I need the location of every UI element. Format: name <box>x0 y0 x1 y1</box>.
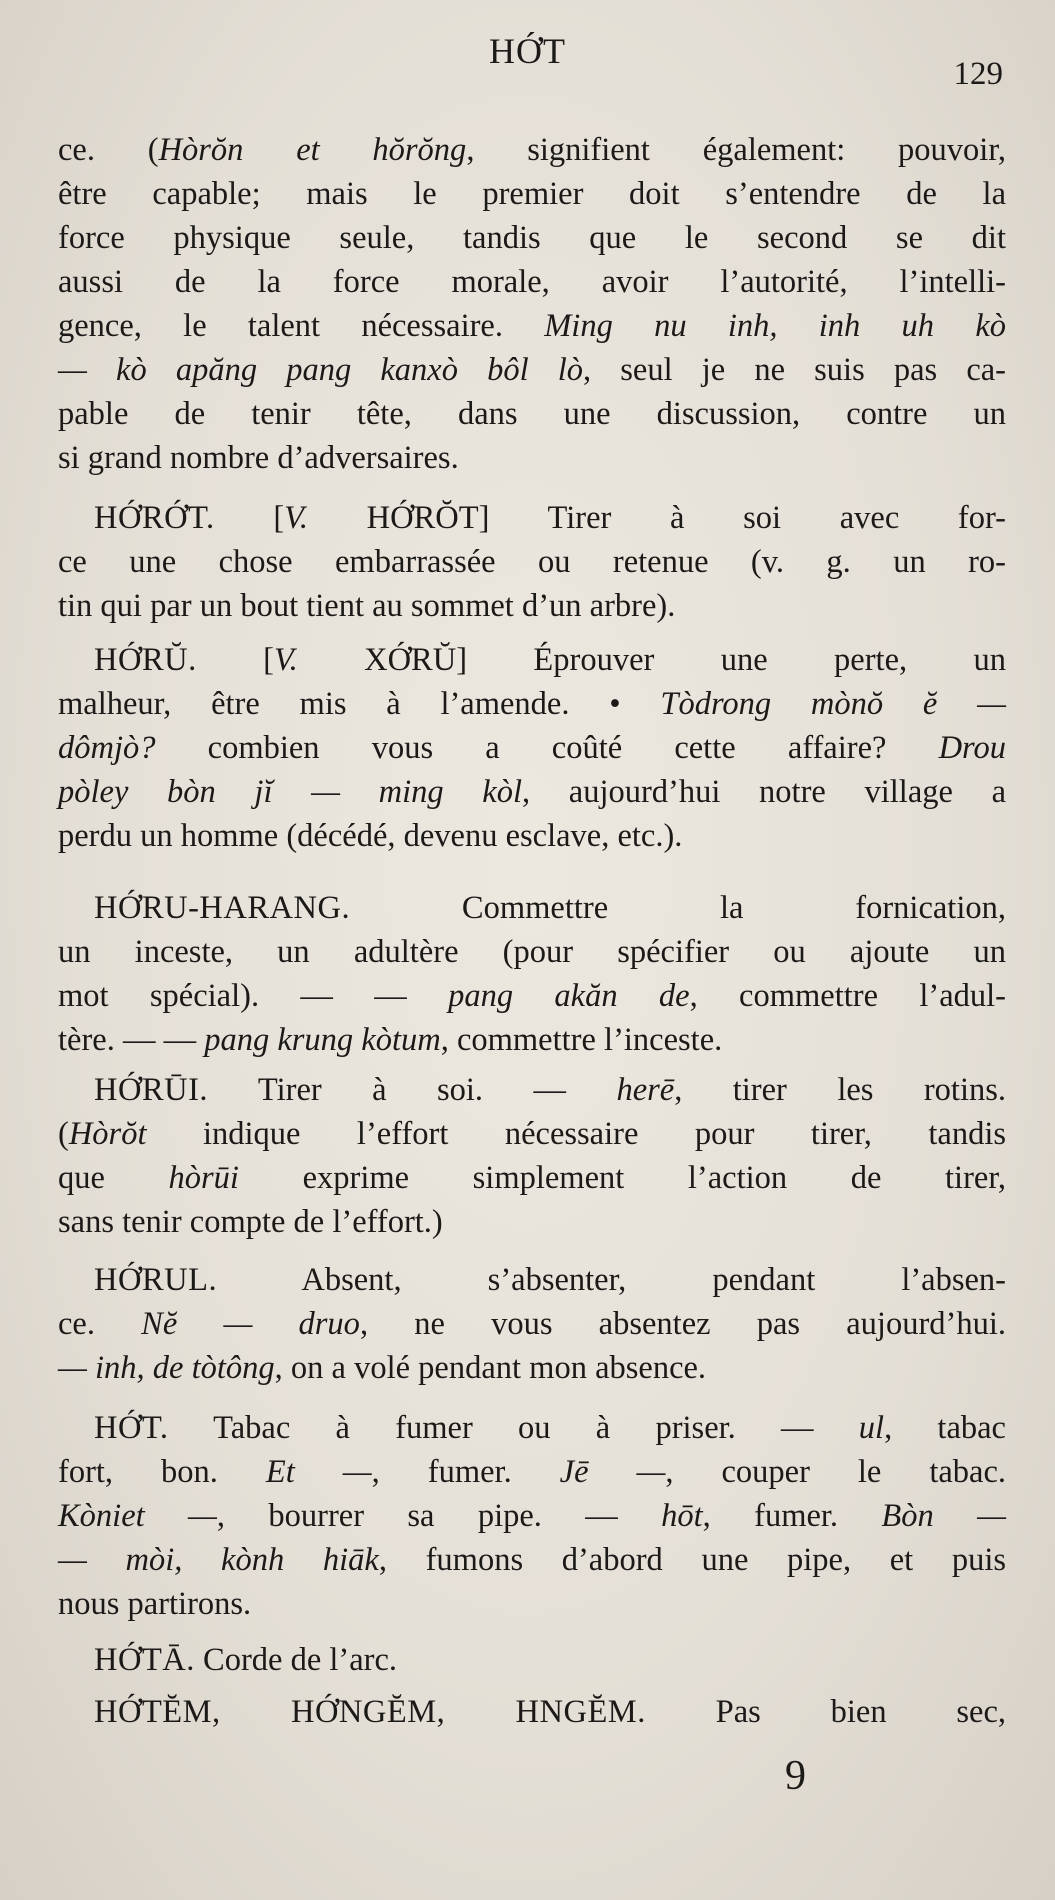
text-line <box>58 974 1006 1018</box>
italic-example: pang akăn de <box>448 978 690 1014</box>
dictionary-entry <box>58 128 1006 480</box>
italic-example: dômjò? <box>58 730 156 766</box>
text-line <box>58 1018 1006 1062</box>
headword: HỚRUL. <box>94 1262 218 1298</box>
text-line <box>58 1156 1006 1200</box>
text-run: nous partirons. <box>58 1586 252 1622</box>
italic-example: Kòniet — <box>58 1498 217 1534</box>
text-line <box>58 172 1006 216</box>
text-run: [ <box>214 500 285 536</box>
text-run: Tirer à soi. — <box>208 1072 617 1108</box>
text-line <box>58 540 1006 584</box>
text-run: , signifient également: pouvoir, <box>466 132 1006 168</box>
italic-example: V. <box>284 500 308 536</box>
text-line <box>58 1406 1006 1450</box>
italic-example: — inh, de tòtông <box>58 1350 275 1386</box>
dictionary-entry <box>58 496 1006 628</box>
text-line <box>58 260 1006 304</box>
headword: HỚRU-HARANG. <box>94 890 351 926</box>
text-run: que <box>58 1160 169 1196</box>
text-line <box>58 1258 1006 1302</box>
italic-example: Tòdrong mònŏ ĕ — <box>660 686 1006 722</box>
text-line <box>58 1582 1006 1626</box>
text-line <box>58 1346 1006 1390</box>
text-run: , tabac <box>884 1410 1006 1446</box>
dictionary-entry <box>58 1406 1006 1626</box>
text-run: force physique seule, tandis que le second se dit <box>58 220 1006 256</box>
text-run: ce. <box>58 1306 142 1342</box>
text-line <box>58 304 1006 348</box>
text-line <box>58 1538 1006 1582</box>
italic-example: Drou <box>938 730 1006 766</box>
italic-example: Hòrŏt <box>68 1116 147 1152</box>
italic-example: Bòn — <box>881 1498 1007 1534</box>
text-run: [ <box>196 642 274 678</box>
text-run: Corde de l’arc. <box>194 1642 398 1678</box>
headword: HỚRŬ. <box>94 642 197 678</box>
text-line <box>58 886 1006 930</box>
italic-example: Ming nu inh, inh uh kò <box>544 308 1006 344</box>
italic-example: Nĕ — druo <box>141 1306 360 1342</box>
text-line <box>58 128 1006 172</box>
text-run: Absent, s’absenter, pendant l’absen- <box>217 1262 1006 1298</box>
text-run: aussi de la force morale, avoir l’autorité, l’intelli- <box>58 264 1006 300</box>
text-run: HỚRŎT] Tirer à soi avec for- <box>307 500 1006 536</box>
headword: HỚT. <box>94 1410 169 1446</box>
text-run: tère. — — <box>58 1022 205 1058</box>
text-line <box>58 682 1006 726</box>
text-run: , commettre l’adul- <box>689 978 1006 1014</box>
text-run: tin qui par un bout tient au sommet d’un arbre). <box>58 588 676 624</box>
italic-example: V. <box>273 642 298 678</box>
text-run: perdu un homme (décédé, devenu esclave, etc.). <box>58 818 683 854</box>
text-run: ce. ( <box>58 132 159 168</box>
text-line <box>58 814 1006 858</box>
text-run: , seul je ne suis pas ca- <box>583 352 1006 388</box>
text-line <box>58 726 1006 770</box>
text-run: , couper le tabac. <box>665 1454 1007 1490</box>
running-head: HỚT <box>489 31 566 71</box>
text-run: indique l’effort nécessaire pour tirer, tandis <box>146 1116 1006 1152</box>
text-run: , bourrer sa pipe. — <box>216 1498 662 1534</box>
dictionary-entry <box>58 1690 1006 1734</box>
text-line <box>58 392 1006 436</box>
italic-example: ul <box>858 1410 885 1446</box>
headword: HỚTĀ. <box>94 1642 195 1678</box>
text-line <box>58 1302 1006 1346</box>
italic-example: — mòi, kònh hiāk <box>58 1542 379 1578</box>
text-run: , ne vous absentez pas aujourd’hui. <box>359 1306 1006 1342</box>
headword: HỚTĔM, HỚNGĔM, HNGĔM. <box>94 1694 646 1730</box>
text-run: exprime simplement l’action de tirer, <box>238 1160 1006 1196</box>
text-run: , fumer. <box>371 1454 560 1490</box>
text-run: fort, bon. <box>58 1454 266 1490</box>
italic-example: Hòrŏn et hŏrŏng <box>158 132 467 168</box>
text-run: Commettre la fornication, <box>350 890 1006 926</box>
text-run: , fumer. <box>702 1498 882 1534</box>
text-run: être capable; mais le premier doit s’entendre de la <box>58 176 1006 212</box>
text-run: sans tenir compte de l’effort.) <box>58 1204 443 1240</box>
italic-example: herē <box>616 1072 675 1108</box>
text-run: malheur, être mis à l’amende. • <box>58 686 661 722</box>
text-line <box>58 1690 1006 1734</box>
text-run: pable de tenir tête, dans une discussion, contre un <box>58 396 1006 432</box>
text-run: combien vous a coûté cette affaire? <box>155 730 939 766</box>
text-run: Pas bien sec, <box>645 1694 1006 1730</box>
text-line <box>58 496 1006 540</box>
text-run: Tabac à fumer ou à priser. — <box>168 1410 859 1446</box>
text-line <box>58 436 1006 480</box>
dictionary-entry <box>58 638 1006 858</box>
headword: HỚRỚT. <box>94 500 215 536</box>
dictionary-entry <box>58 1258 1006 1390</box>
italic-example: hòrūi <box>168 1160 239 1196</box>
italic-example: pang krung kòtum <box>204 1022 441 1058</box>
text-run: ( <box>58 1116 69 1152</box>
italic-example: pòley bòn jĭ — ming kòl <box>58 774 523 810</box>
text-run: gence, le talent nécessaire. <box>58 308 545 344</box>
text-line <box>58 1494 1006 1538</box>
text-line <box>58 770 1006 814</box>
text-line <box>58 1200 1006 1244</box>
text-run: , on a volé pendant mon absence. <box>274 1350 707 1386</box>
text-run: un inceste, un adultère (pour spécifier ou ajoute un <box>58 934 1006 970</box>
text-line <box>58 638 1006 682</box>
text-run: XỚRŬ] Éprouver une perte, un <box>297 642 1006 678</box>
text-line <box>58 1450 1006 1494</box>
dictionary-entry <box>58 1068 1006 1244</box>
italic-example: — kò apăng pang kanxò bôl lò <box>58 352 584 388</box>
italic-example: Et — <box>265 1454 372 1490</box>
text-line <box>58 1112 1006 1156</box>
signature-mark: 9 <box>785 1753 806 1799</box>
text-run: , aujourd’hui notre village a <box>522 774 1006 810</box>
text-run: , commettre l’inceste. <box>440 1022 723 1058</box>
page-number: 129 <box>953 56 1003 92</box>
text-run: si grand nombre d’adversaires. <box>58 440 459 476</box>
headword: HỚRŪI. <box>94 1072 209 1108</box>
text-run: , fumons d’abord une pipe, et puis <box>378 1542 1006 1578</box>
text-run: ce une chose embarrassée ou retenue (v. g. un ro- <box>58 544 1006 580</box>
text-run: mot spécial). — — <box>58 978 449 1014</box>
italic-example: Jē — <box>559 1454 666 1490</box>
dictionary-entry <box>58 886 1006 1062</box>
text-line <box>58 1638 1006 1682</box>
dictionary-entry <box>58 1638 1006 1682</box>
italic-example: hōt <box>661 1498 703 1534</box>
text-line <box>58 348 1006 392</box>
text-line <box>58 216 1006 260</box>
text-line <box>58 584 1006 628</box>
text-run: , tirer les rotins. <box>674 1072 1007 1108</box>
text-line <box>58 930 1006 974</box>
text-line <box>58 1068 1006 1112</box>
